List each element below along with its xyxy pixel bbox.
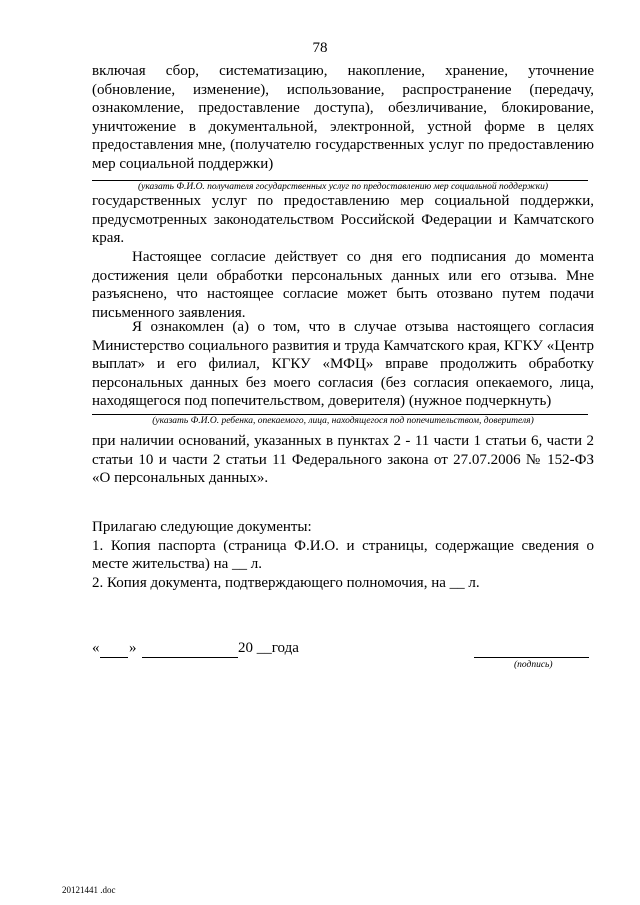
date-year: 20 __года	[238, 640, 299, 656]
file-footer: 20121441 .doc	[62, 885, 116, 895]
paragraph-text: включая сбор, систематизацию, накопление, хранение, уточнение (обновление, изменение), использование, распространение (передачу, ознакомление, предоставление доступа), обезличивание, блокирование, уничтожение в документальной, электронной, устной форме в целях предоставления мне, (получателю государственных услуг по предоставлению мер социальной поддержки)	[92, 63, 594, 172]
attachment-item-1: 1. Копия паспорта (страница Ф.И.О. и страницы, содержащие сведения о месте жительства) на __ л.	[92, 537, 594, 573]
caption-ward-name: (указать Ф.И.О. ребенка, опекаемого, лица, находящегося под попечительством, доверителя)	[152, 416, 534, 426]
attachments-section	[92, 518, 594, 592]
date-field	[92, 640, 352, 660]
paragraph-text: государственных услуг по предоставлению мер социальной поддержки, предусмотренных законодательством Российской Федерации и Камчатского края.	[92, 193, 594, 247]
page-number: 78	[312, 40, 328, 56]
paragraph-text: при наличии оснований, указанных в пунктах 2 - 11 части 1 статьи 6, части 2 статьи 10 и части 2 статьи 11 Федерального закона от 27.07.2006 № 152-ФЗ «О персональных данных».	[92, 433, 594, 487]
paragraph-text: Настоящее согласие действует со дня его подписания до момента достижения цели обработки персональных данных или его отзыва. Мне разъяснено, что настоящее согласие может быть отозвано путем подачи письменного заявления.	[92, 249, 594, 321]
caption-recipient-name: (указать Ф.И.О. получателя государственных услуг по предоставлению мер социальной поддержки)	[137, 182, 549, 192]
consent-paragraph-4	[92, 318, 594, 411]
signature-fill-line	[474, 657, 589, 658]
name-fill-line-2	[92, 414, 588, 415]
month-fill-line	[142, 657, 238, 658]
date-close-quote: »	[129, 640, 137, 656]
paragraph-text: Я ознакомлен (а) о том, что в случае отзыва настоящего согласия Министерство социального развития и труда Камчатского края, КГКУ «Центр выплат» и его филиал, КГКУ «МФЦ» вправе продолжить обработку персональных данных без моего согласия (без согласия опекаемого, лица, находящегося под попечительством, доверителя) (нужное подчеркнуть)	[92, 319, 594, 410]
date-open-quote: «	[92, 640, 100, 656]
attachment-item-2: 2. Копия документа, подтверждающего полномочия, на __ л.	[92, 574, 480, 591]
consent-paragraph-2	[92, 192, 594, 248]
name-fill-line-1	[92, 180, 588, 181]
signature-caption: (подпись)	[514, 660, 553, 670]
day-fill-line	[100, 657, 128, 658]
consent-paragraph-5	[92, 432, 594, 488]
consent-paragraph-3	[92, 248, 594, 322]
attachments-heading: Прилагаю следующие документы:	[92, 519, 312, 535]
consent-paragraph-1	[92, 62, 594, 174]
